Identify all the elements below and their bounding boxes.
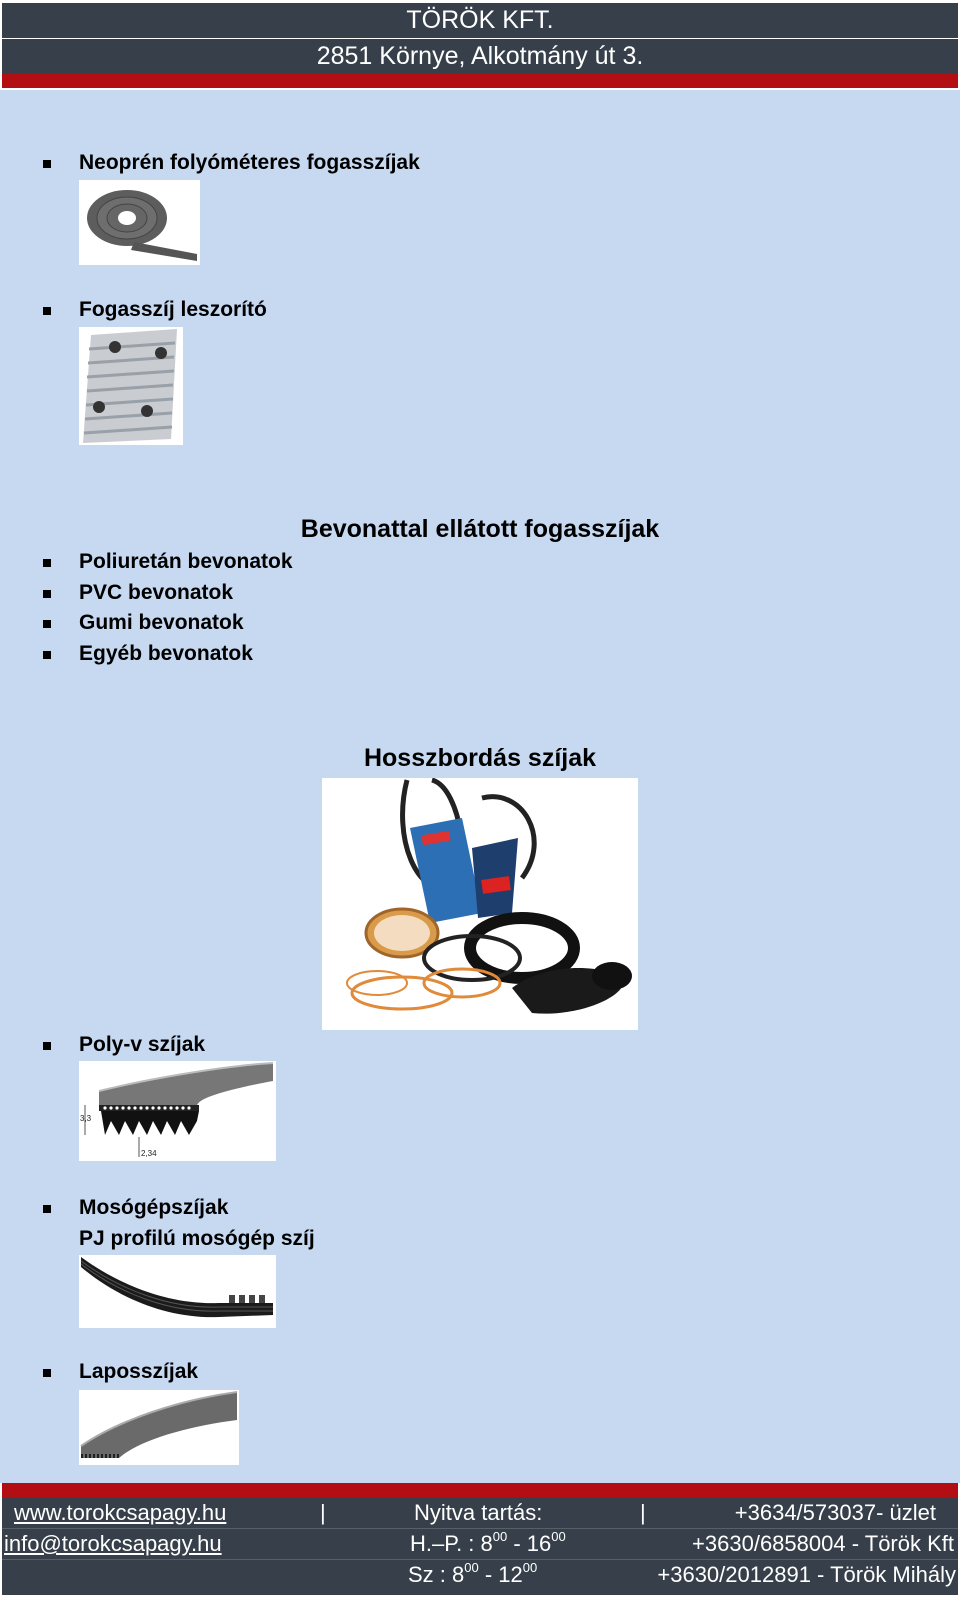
- neoprene-belt-roll-image: [79, 180, 200, 265]
- item-flat-belts: Laposszíjak: [79, 1360, 199, 1383]
- bullet-icon: [43, 160, 51, 168]
- item-neoprene-belts: Neoprén folyóméteres fogasszíjak: [79, 151, 420, 174]
- item-pvc-coating: PVC bevonatok: [79, 581, 234, 604]
- phone-owner[interactable]: +3630/2012891 - Török Mihály: [657, 1562, 956, 1587]
- saturday-hours: Sz : $8^{00} - 12^{00}$: [408, 1559, 538, 1587]
- email-link[interactable]: info@torokcsapagy.hu: [4, 1531, 222, 1556]
- website-link[interactable]: www.torokcsapagy.hu: [14, 1500, 227, 1525]
- poly-v-belt-image: [79, 1061, 276, 1161]
- page-footer: [0, 1483, 960, 1597]
- page-header: [0, 0, 960, 90]
- bullet-icon: [43, 1369, 51, 1377]
- company-address: 2851 Környe, Alkotmány út 3.: [2, 39, 958, 74]
- bullet-icon: [43, 1042, 51, 1050]
- bullet-icon: [43, 307, 51, 315]
- item-polyurethane-coating: Poliuretán bevonatok: [79, 550, 293, 573]
- item-rubber-coating: Gumi bevonatok: [79, 611, 244, 634]
- item-belt-clamp: Fogasszíj leszorító: [79, 298, 267, 321]
- weekday-hours: H.–P. : $8^{00} - 16^{00}$: [410, 1528, 566, 1556]
- coated-belts-heading: Bevonattal ellátott fogasszíjak: [300, 515, 660, 543]
- bullet-icon: [43, 590, 51, 598]
- washing-machine-belt-image: [79, 1255, 276, 1328]
- flat-belt-image: [79, 1390, 239, 1465]
- phone-company[interactable]: +3630/6858004 - Török Kft: [692, 1531, 954, 1556]
- footer-divider: |: [320, 1500, 326, 1525]
- washing-belt-subtitle: PJ profilú mosógép szíj: [79, 1227, 315, 1250]
- opening-hours-label: Nyitva tartás:: [414, 1500, 543, 1525]
- item-poly-v-belts: Poly-v szíjak: [79, 1033, 206, 1056]
- footer-contact-panel: [2, 1497, 958, 1595]
- bullet-icon: [43, 620, 51, 628]
- item-other-coating: Egyéb bevonatok: [79, 642, 253, 665]
- belts-collection-image: [322, 778, 638, 1030]
- company-name: TÖRÖK KFT.: [2, 3, 958, 38]
- bullet-icon: [43, 559, 51, 567]
- phone-shop[interactable]: +3634/573037- üzlet: [734, 1500, 936, 1525]
- dimension-label: 2,34: [141, 1149, 157, 1158]
- belt-clamp-image: [79, 327, 183, 445]
- footer-divider: |: [640, 1500, 646, 1525]
- footer-accent-bar: [2, 1483, 958, 1497]
- header-accent-bar: [2, 74, 958, 88]
- bullet-icon: [43, 1205, 51, 1213]
- dimension-label: 3,3: [80, 1114, 92, 1123]
- bullet-icon: [43, 651, 51, 659]
- item-washing-machine-belts: Mosógépszíjak: [79, 1196, 229, 1219]
- ribbed-belts-heading: Hosszbordás szíjak: [363, 744, 597, 772]
